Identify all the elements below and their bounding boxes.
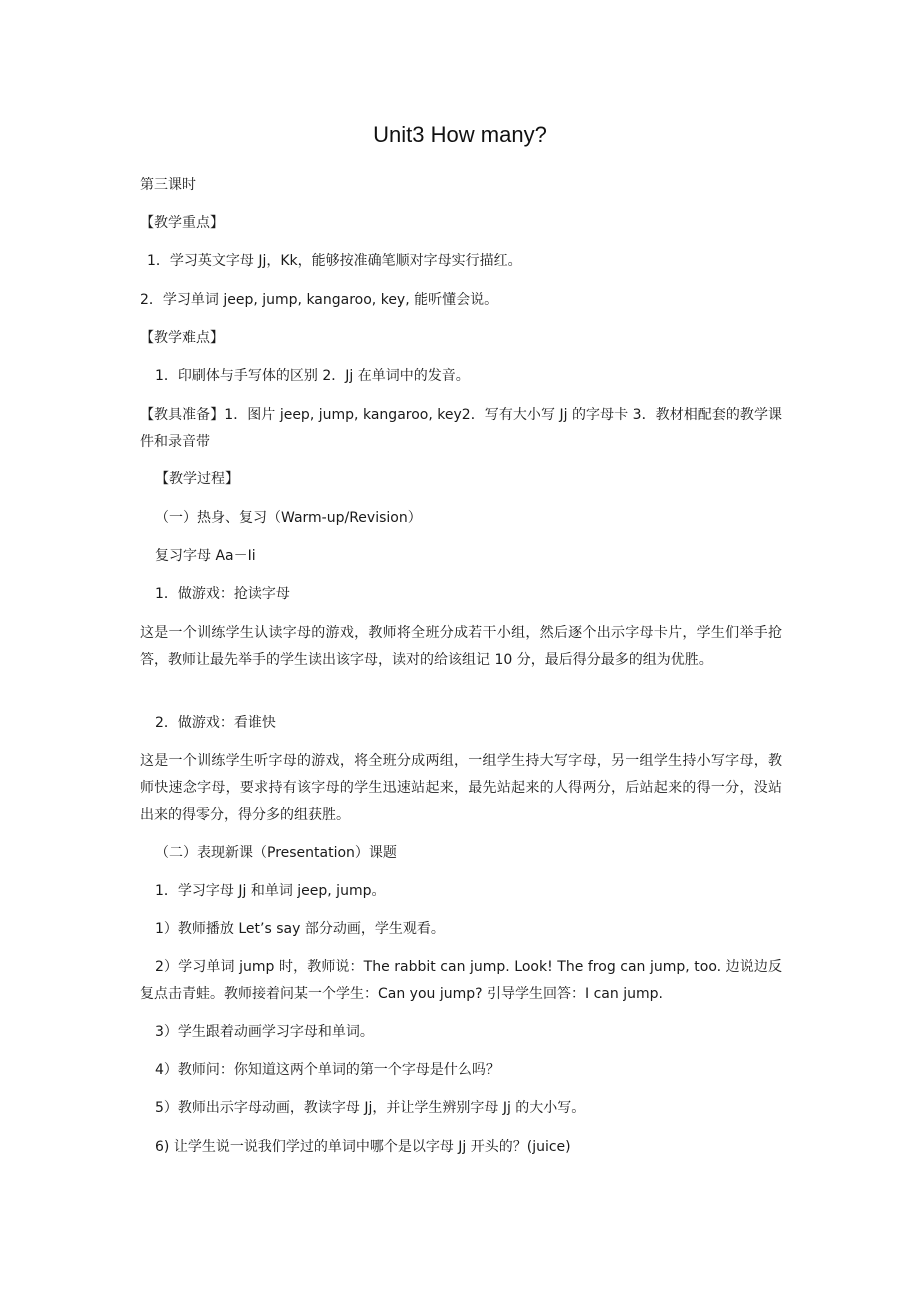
sub-step-3: 3）学生跟着动画学习字母和单词。 — [155, 1024, 374, 1040]
section-warmup-heading: （一）热身、复习（Warm-up/Revision） — [155, 510, 422, 526]
materials-paragraph: 【教具准备】1．图片 jeep, jump, kangaroo, key2．写有大小写 Jj 的字母卡 3．教材相配套的教学课件和录音带 — [140, 407, 782, 450]
sub-step-2: 2）学习单词 jump 时，教师说：The rabbit can jump. Look! The frog can jump, too. 边说边反复点击青蛙。教师接着问某一个学生：Can you jump? 引导学生回答：I can jump. — [140, 959, 782, 1002]
difficulties-text: 1．印刷体与手写体的区别 2．Jj 在单词中的发音。 — [155, 368, 470, 384]
step-1: 1．学习字母 Jj 和单词 jeep, jump。 — [155, 883, 386, 899]
document-title: Unit3 How many? — [373, 122, 547, 147]
review-letters: 复习字母 Aa－Ii — [155, 548, 256, 564]
game-2-description: 这是一个训练学生听字母的游戏，将全班分成两组，一组学生持大写字母，另一组学生持小写字母，教师快速念字母，要求持有该字母的学生迅速站起来，最先站起来的人得两分，后站起来的得一分，没站出来的得零分，得分多的组获胜。 — [140, 753, 782, 823]
sub-step-4: 4）教师问：你知道这两个单词的第一个字母是什么吗？ — [155, 1062, 500, 1078]
lesson-label: 第三课时 — [140, 177, 196, 193]
key-point-1: 1．学习英文字母 Jj，Kk，能够按准确笔顺对字母实行描红。 — [147, 253, 522, 269]
key-point-2: 2．学习单词 jeep, jump, kangaroo, key, 能听懂会说。 — [140, 292, 499, 308]
key-points-heading: 【教学重点】 — [140, 215, 224, 231]
sub-step-1: 1）教师播放 Let’s say 部分动画，学生观看。 — [155, 921, 445, 937]
process-heading: 【教学过程】 — [155, 471, 239, 487]
difficulties-heading: 【教学难点】 — [140, 330, 224, 346]
game-2-title: 2．做游戏：看谁快 — [155, 715, 276, 731]
sub-step-5: 5）教师出示字母动画，教读字母 Jj，并让学生辨别字母 Jj 的大小写。 — [155, 1100, 586, 1116]
sub-step-6: 6) 让学生说一说我们学过的单词中哪个是以字母 Jj 开头的？(juice) — [155, 1139, 571, 1155]
section-presentation-heading: （二）表现新课（Presentation）课题 — [155, 845, 397, 861]
game-1-title: 1．做游戏：抢读字母 — [155, 586, 290, 602]
game-1-description: 这是一个训练学生认读字母的游戏，教师将全班分成若干小组，然后逐个出示字母卡片，学生们举手抢答，教师让最先举手的学生读出该字母，读对的给该组记 10 分，最后得分最多的组为优胜。 — [140, 625, 782, 668]
